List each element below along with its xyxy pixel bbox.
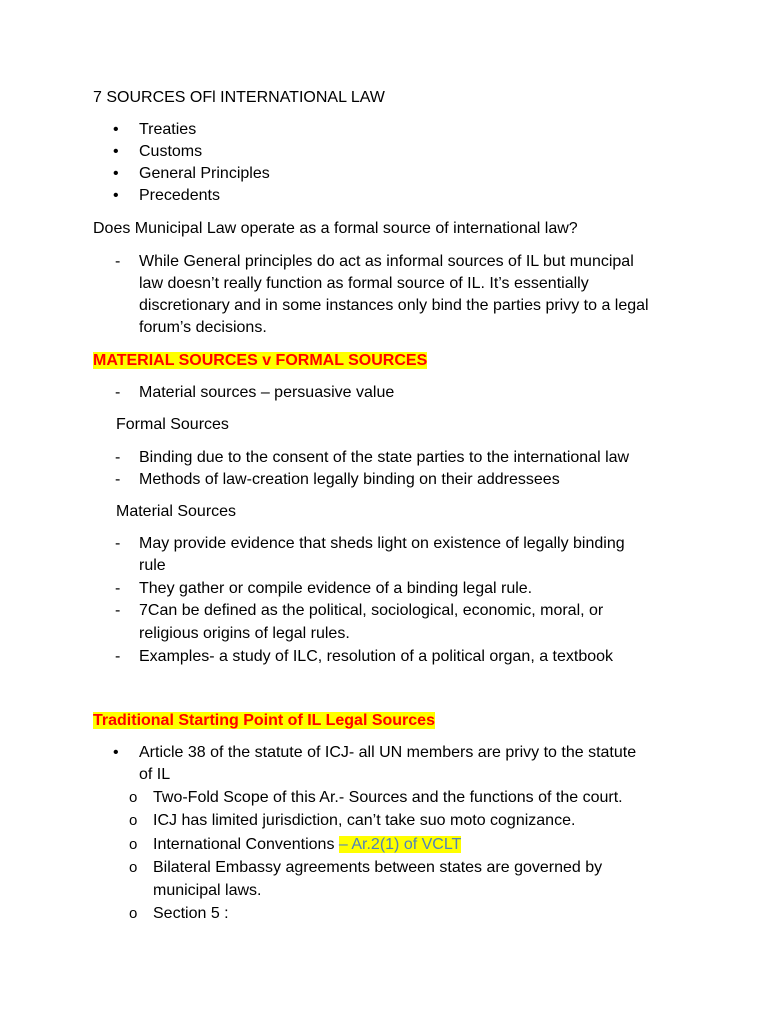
list-item: Binding due to the consent of the state parties to the international law xyxy=(139,449,630,466)
list-item: 7Can be defined as the political, sociological, economic, moral, or xyxy=(139,602,604,619)
circle-marker: o xyxy=(129,812,138,829)
bullet-marker: • xyxy=(113,165,119,182)
question-paragraph: Does Municipal Law operate as a formal source of international law? xyxy=(93,220,578,237)
bullet-marker: • xyxy=(113,143,119,160)
bullet-marker: • xyxy=(113,744,119,761)
bullet-marker: • xyxy=(113,121,119,138)
list-item: Examples- a study of ILC, resolution of a political organ, a textbook xyxy=(139,648,614,665)
document-title: 7 SOURCES OFl INTERNATIONAL LAW xyxy=(93,89,385,106)
subheading-material: Material Sources xyxy=(116,503,237,520)
answer-line: discretionary and in some instances only bind the parties privy to a legal xyxy=(139,297,649,314)
list-item: Article 38 of the statute of ICJ- all UN members are privy to the statute xyxy=(139,744,637,761)
list-item: Precedents xyxy=(139,187,220,204)
sub-list-item: Bilateral Embassy agreements between states are governed by xyxy=(153,859,603,876)
dash-marker: - xyxy=(115,648,121,665)
dash-marker: - xyxy=(115,449,121,466)
section-heading xyxy=(93,710,435,733)
dash-marker: - xyxy=(115,535,121,552)
list-item: They gather or compile evidence of a binding legal rule. xyxy=(139,580,533,597)
list-item-continuation: religious origins of legal rules. xyxy=(139,625,350,642)
dash-marker: - xyxy=(115,580,121,597)
circle-marker: o xyxy=(129,789,138,806)
list-item-continuation: rule xyxy=(139,557,166,574)
list-item: General Principles xyxy=(139,165,270,182)
section-heading xyxy=(93,350,427,373)
sub-list-item: Two-Fold Scope of this Ar.- Sources and the functions of the court. xyxy=(153,789,623,806)
conventions-text: International Conventions xyxy=(153,836,339,853)
dash-marker: - xyxy=(115,471,121,488)
sub-list-item xyxy=(153,834,461,857)
highlighted-heading: Traditional Starting Point of IL Legal Sources xyxy=(93,712,435,729)
list-item: Methods of law-creation legally binding on their addressees xyxy=(139,471,560,488)
list-item: May provide evidence that sheds light on existence of legally binding xyxy=(139,535,625,552)
answer-line: law doesn’t really function as formal source of IL. It’s essentially xyxy=(139,275,589,292)
circle-marker: o xyxy=(129,905,138,922)
bullet-marker: • xyxy=(113,187,119,204)
sub-list-item: ICJ has limited jurisdiction, can’t take suo moto cognizance. xyxy=(153,812,576,829)
answer-line: While General principles do act as informal sources of IL but muncipal xyxy=(139,253,634,270)
vclt-reference: – Ar.2(1) of VCLT xyxy=(338,836,462,853)
list-item: Material sources – persuasive value xyxy=(139,384,395,401)
list-item-continuation: of IL xyxy=(139,766,171,783)
sub-list-item-continuation: municipal laws. xyxy=(153,882,262,899)
sub-list-item: Section 5 : xyxy=(153,905,229,922)
circle-marker: o xyxy=(129,836,138,853)
highlighted-heading: MATERIAL SOURCES v FORMAL SOURCES xyxy=(93,352,428,369)
list-item: Customs xyxy=(139,143,203,160)
dash-marker: - xyxy=(115,602,121,619)
dash-marker: - xyxy=(115,253,121,270)
dash-marker: - xyxy=(115,384,121,401)
list-item: Treaties xyxy=(139,121,197,138)
circle-marker: o xyxy=(129,859,138,876)
subheading-formal: Formal Sources xyxy=(116,416,229,433)
answer-line: forum’s decisions. xyxy=(139,319,267,336)
